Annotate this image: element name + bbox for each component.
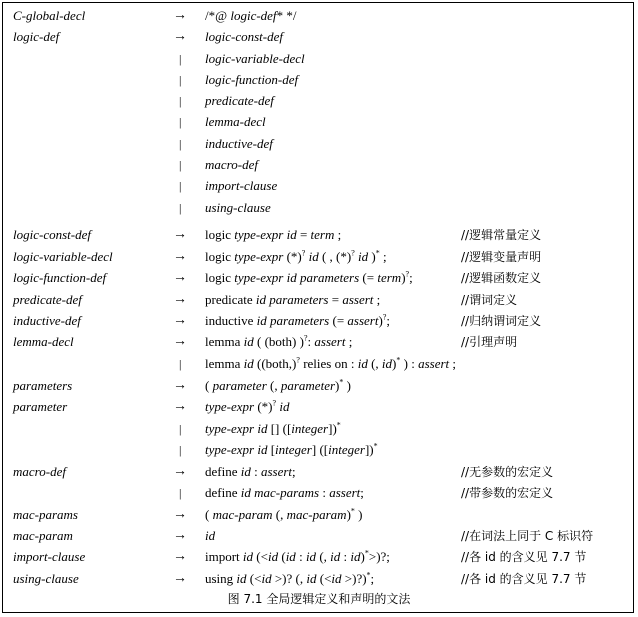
production-text: (= (329, 313, 348, 328)
production-text: ; (292, 464, 296, 479)
rule-production (205, 440, 378, 460)
production-italic-term: id (279, 399, 290, 414)
production-text: : (295, 549, 306, 564)
grammar-rule-row (3, 397, 635, 417)
rule-comment: //归纳谓词定义 (461, 314, 542, 328)
production-text: define (205, 464, 241, 479)
production-italic-term: term (377, 270, 402, 285)
production-italic-term: lemma-decl (205, 114, 266, 129)
grammar-rule-row (3, 112, 635, 132)
rule-comment: //带参数的宏定义 (461, 486, 554, 500)
production-text: (< (246, 571, 262, 586)
production-italic-term: assert (260, 464, 293, 479)
rule-comment: //在词法上同于 C 标识符 (461, 529, 594, 543)
production-text: ) (335, 378, 340, 393)
production-text: ; (334, 227, 342, 242)
production-text: logic (205, 227, 235, 242)
production-arrow: → (173, 227, 187, 242)
production-superscript: * (366, 570, 371, 580)
production-italic-term: id (331, 571, 342, 586)
production-text: (, (266, 378, 281, 393)
grammar-rule-row (3, 91, 635, 111)
rule-production (205, 134, 273, 154)
rule-nonterminal: mac-params (13, 507, 78, 522)
production-italic-term: id (357, 356, 368, 371)
production-superscript: ? (303, 333, 308, 343)
rule-production (205, 176, 277, 196)
production-text: ((both,) (253, 356, 297, 371)
production-text: ] ([ (311, 442, 329, 457)
production-italic-term: logic-const-def (205, 29, 283, 44)
production-italic-term: parameter (212, 378, 267, 393)
production-italic-term: id (240, 464, 251, 479)
rule-production (205, 354, 456, 374)
rule-nonterminal: mac-param (13, 528, 73, 543)
rule-nonterminal: lemma-decl (13, 334, 74, 349)
production-text: ) (346, 507, 351, 522)
production-text: [] ([ (267, 421, 292, 436)
rule-nonterminal: using-clause (13, 571, 79, 586)
production-italic-term: inductive-def (205, 136, 273, 151)
production-text: logic (205, 249, 235, 264)
production-superscript: * (375, 248, 380, 258)
production-text: (, (367, 356, 382, 371)
production-superscript: ? (296, 355, 300, 365)
production-text: ) (354, 507, 363, 522)
production-text: (, (272, 507, 287, 522)
alternative-bar: | (179, 73, 182, 87)
production-italic-term: import-clause (205, 178, 278, 193)
production-text: lemma (205, 356, 244, 371)
production-italic-term: integer (275, 442, 312, 457)
rule-production (205, 376, 351, 396)
production-text: import (205, 549, 243, 564)
grammar-rule-row (3, 70, 635, 90)
production-italic-term: type-expr id (234, 227, 297, 242)
production-text: ; (449, 356, 457, 371)
production-italic-term: id (330, 549, 341, 564)
production-text: (, (316, 549, 331, 564)
production-text: ) (368, 249, 376, 264)
production-italic-term: id (305, 549, 317, 564)
production-text: : (250, 464, 261, 479)
rule-nonterminal: logic-variable-decl (13, 249, 113, 264)
production-text: ; (379, 249, 387, 264)
production-text: ) (378, 313, 383, 328)
rule-production (205, 332, 352, 352)
production-italic-term: integer (328, 442, 365, 457)
production-text: ( (205, 507, 213, 522)
production-italic-term: integer (291, 421, 329, 436)
alternative-bar: | (179, 422, 182, 436)
rule-comment: //逻辑函数定义 (461, 271, 542, 285)
grammar-rule-row (3, 419, 635, 439)
rule-production (205, 27, 283, 47)
production-text: : (340, 549, 351, 564)
production-italic-term: type-expr (205, 399, 255, 414)
production-italic-term: term (310, 227, 335, 242)
grammar-rule-row (3, 225, 635, 245)
grammar-rule-row (3, 483, 635, 503)
production-italic-term: logic-def (230, 8, 277, 23)
production-text: >)?; (368, 549, 390, 564)
grammar-rule-row (3, 354, 635, 374)
rule-nonterminal: parameter (13, 399, 68, 414)
production-text: ( (205, 378, 213, 393)
production-text: define (205, 485, 241, 500)
production-text: (= (359, 270, 378, 285)
rule-production (205, 155, 258, 175)
rule-production (205, 49, 305, 69)
production-italic-term: assert (314, 334, 346, 349)
production-text: ; (373, 292, 381, 307)
grammar-rule-row (3, 198, 635, 218)
alternative-bar: | (179, 52, 182, 66)
production-superscript: * (396, 355, 401, 365)
production-italic-term: id (308, 249, 319, 264)
grammar-rule-row (3, 526, 635, 546)
production-arrow: → (173, 313, 187, 328)
rule-comment: //逻辑常量定义 (461, 228, 542, 242)
grammar-rule-row (3, 6, 635, 26)
rule-production (205, 526, 215, 546)
production-italic-term: id (306, 571, 317, 586)
rule-nonterminal: inductive-def (13, 313, 81, 328)
production-text: : (307, 334, 315, 349)
rule-nonterminal: C-global-decl (13, 8, 86, 23)
production-text: ( (both) ) (253, 334, 304, 349)
production-italic-term: logic-function-def (205, 72, 299, 87)
rule-production (205, 397, 289, 417)
production-arrow: → (173, 378, 187, 393)
production-italic-term: id (236, 571, 247, 586)
production-italic-term: id parameters (255, 292, 329, 307)
grammar-rule-row (3, 155, 635, 175)
production-superscript: ? (382, 312, 387, 322)
production-italic-term: assert (329, 485, 361, 500)
alternative-bar: | (179, 179, 182, 193)
production-italic-term: id parameters (256, 313, 330, 328)
production-superscript: * (339, 377, 344, 387)
figure-caption: 图 7.1 全局逻辑定义和声明的文法 (227, 592, 411, 606)
production-text: ) (392, 356, 397, 371)
production-text: relies on : (299, 356, 358, 371)
production-italic-term: id (350, 549, 361, 564)
production-text: ) : (400, 356, 419, 371)
production-text: ]) (328, 421, 337, 436)
production-italic-term: id (267, 549, 279, 564)
production-italic-term: type-expr id (205, 442, 268, 457)
production-text: ; (360, 485, 364, 500)
production-arrow: → (173, 399, 187, 414)
production-italic-term: id (205, 528, 216, 543)
rule-nonterminal: parameters (13, 378, 73, 393)
production-text: predicate (205, 292, 256, 307)
production-italic-term: id (243, 356, 254, 371)
production-text: >)?) (341, 571, 367, 586)
alternative-bar: | (179, 486, 182, 500)
production-superscript: * (350, 506, 355, 516)
grammar-rule-row (3, 376, 635, 396)
production-italic-term: assert (347, 313, 379, 328)
grammar-rule-row (3, 290, 635, 310)
production-italic-term: predicate-def (205, 93, 274, 108)
production-italic-term: id (242, 549, 254, 564)
production-arrow: → (173, 507, 187, 522)
rule-production (205, 483, 364, 503)
production-text: ) (360, 549, 365, 564)
rule-production (205, 462, 296, 482)
production-text: (*) (254, 399, 273, 414)
production-text: ) (401, 270, 406, 285)
production-text: ; (386, 313, 390, 328)
rule-comment: //逻辑变量声明 (461, 250, 542, 264)
rule-production (205, 547, 390, 567)
production-superscript: ? (405, 269, 410, 279)
grammar-rule-row (3, 134, 635, 154)
production-arrow: → (173, 334, 187, 349)
production-superscript: * (336, 420, 341, 430)
rule-production (205, 91, 274, 111)
production-italic-term: id mac-params (240, 485, 320, 500)
grammar-rule-row (3, 332, 635, 352)
grammar-rule-row (3, 176, 635, 196)
production-superscript: ? (301, 248, 306, 258)
alternative-bar: | (179, 443, 182, 457)
production-italic-term: id (261, 571, 272, 586)
grammar-figure (2, 2, 634, 613)
alternative-bar: | (179, 201, 182, 215)
production-text: >)? (, (271, 571, 307, 586)
rule-nonterminal: logic-function-def (13, 270, 107, 285)
production-arrow: → (173, 528, 187, 543)
rule-nonterminal: predicate-def (13, 292, 82, 307)
production-superscript: * (364, 548, 369, 558)
production-arrow: → (173, 549, 187, 564)
production-arrow: → (173, 8, 187, 23)
production-text: ]) (364, 442, 374, 457)
production-italic-term: id (285, 549, 296, 564)
rule-production (205, 247, 387, 267)
production-arrow: → (173, 571, 187, 586)
grammar-rule-row (3, 311, 635, 331)
production-arrow: → (173, 292, 187, 307)
rule-nonterminal: logic-const-def (13, 227, 91, 242)
production-text: (< (316, 571, 332, 586)
rule-production (205, 290, 380, 310)
production-italic-term: id (381, 356, 393, 371)
production-superscript: ? (351, 248, 355, 258)
alternative-bar: | (179, 115, 182, 129)
rule-production (205, 112, 266, 132)
rule-comment: //各 id 的含义见 7.7 节 (461, 550, 587, 564)
grammar-rule-row (3, 27, 635, 47)
production-arrow: → (173, 270, 187, 285)
production-italic-term: type-expr id parameters (234, 270, 360, 285)
production-italic-term: parameter (280, 378, 336, 393)
rule-production (205, 419, 341, 439)
grammar-rule-row (3, 268, 635, 288)
rule-nonterminal: logic-def (13, 29, 60, 44)
production-superscript: * (373, 441, 378, 451)
grammar-rule-row (3, 49, 635, 69)
production-text: logic (205, 270, 235, 285)
production-text: /*@ (205, 8, 231, 23)
production-text: * */ (276, 8, 297, 23)
production-italic-term: type-expr id (205, 421, 268, 436)
grammar-rule-row (3, 462, 635, 482)
grammar-rule-row (3, 440, 635, 460)
production-italic-term: logic-variable-decl (205, 51, 305, 66)
production-text: inductive (205, 313, 257, 328)
production-italic-term: mac-param (212, 507, 273, 522)
production-italic-term: macro-def (205, 157, 258, 172)
rule-comment: //谓词定义 (461, 293, 518, 307)
production-text: ; (370, 571, 375, 586)
production-text: = (328, 292, 343, 307)
rule-comment: //引理声明 (461, 335, 518, 349)
grammar-rule-row (3, 547, 635, 567)
rule-production (205, 268, 413, 288)
production-text: ; (409, 270, 413, 285)
production-italic-term: type-expr (234, 249, 284, 264)
production-arrow: → (173, 29, 187, 44)
production-italic-term: assert (418, 356, 450, 371)
rule-production (205, 6, 296, 26)
production-text: [ (267, 442, 276, 457)
alternative-bar: | (179, 158, 182, 172)
rule-comment: //各 id 的含义见 7.7 节 (461, 572, 587, 586)
production-arrow: → (173, 249, 187, 264)
production-text: (< (253, 549, 268, 564)
production-superscript: ? (272, 398, 277, 408)
production-text: ( , (*) (318, 249, 352, 264)
production-text: ( (278, 549, 286, 564)
rule-nonterminal: macro-def (13, 464, 66, 479)
alternative-bar: | (179, 94, 182, 108)
production-italic-term: mac-param (286, 507, 347, 522)
rule-nonterminal: import-clause (13, 549, 86, 564)
rule-production (205, 505, 363, 525)
alternative-bar: | (179, 357, 182, 371)
grammar-rule-row (3, 569, 635, 589)
production-text: lemma (205, 334, 244, 349)
rule-production (205, 198, 271, 218)
rule-production (205, 311, 390, 331)
production-text: (*) (283, 249, 302, 264)
grammar-rule-row (3, 247, 635, 267)
rule-production (205, 70, 298, 90)
grammar-rule-row (3, 505, 635, 525)
production-italic-term: id (358, 249, 369, 264)
rule-production (205, 569, 374, 589)
production-italic-term: using-clause (205, 200, 271, 215)
rule-comment: //无参数的宏定义 (461, 465, 554, 479)
production-text: ; (345, 334, 353, 349)
production-italic-term: id (243, 334, 254, 349)
production-text: : (319, 485, 330, 500)
production-italic-term: assert (342, 292, 374, 307)
production-text: using (205, 571, 237, 586)
production-text: ) (343, 378, 351, 393)
rule-production (205, 225, 341, 245)
production-text: = (296, 227, 311, 242)
alternative-bar: | (179, 137, 182, 151)
production-arrow: → (173, 464, 187, 479)
